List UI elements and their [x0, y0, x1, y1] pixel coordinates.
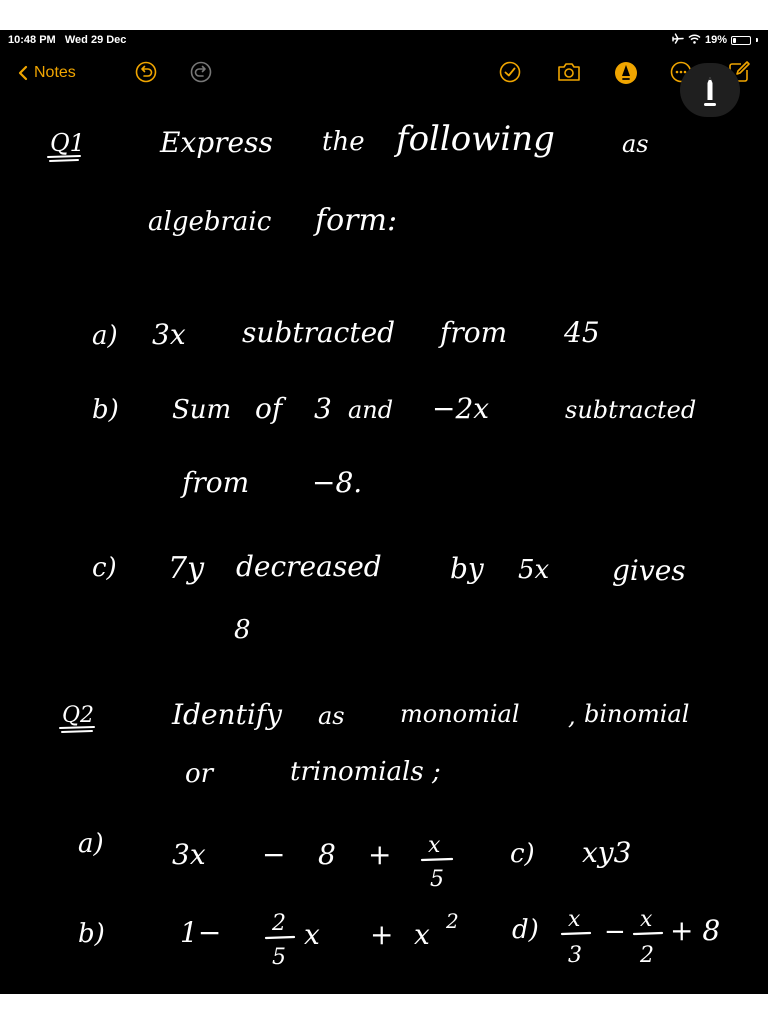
q1-heading-word: algebraic	[148, 207, 272, 237]
chevron-left-icon	[18, 65, 28, 81]
redo-icon	[190, 61, 212, 83]
undo-button[interactable]	[134, 60, 158, 84]
status-time-date	[8, 34, 126, 46]
q1-part-b-word: 3	[314, 392, 332, 425]
q2-part-b-numerator: 2	[272, 911, 286, 936]
q1-part-c-word: decreased	[236, 550, 382, 583]
q1-part-c-word: 8	[234, 615, 251, 645]
q1-part-b-word: and	[348, 396, 394, 424]
q2-heading-word: monomial	[400, 700, 520, 728]
q2-label-group	[60, 703, 94, 732]
q1-part-a	[92, 316, 600, 351]
battery-icon	[731, 36, 751, 45]
wifi-icon	[688, 34, 701, 47]
q2-part-b-term: 1−	[180, 916, 222, 949]
q2-part-a-marker: a)	[78, 829, 104, 859]
checkmark-circle-icon	[499, 61, 521, 83]
q2-part-c	[510, 836, 631, 869]
q2-part-d-fraction-bar	[634, 933, 662, 934]
q1-heading-word: as	[622, 130, 649, 158]
q2-heading-word: as	[318, 702, 345, 730]
q2-part-a	[78, 829, 452, 892]
q2-heading-word: Identify	[172, 698, 282, 731]
q2-heading-word: binomial	[584, 700, 690, 728]
q1-heading-word: following	[396, 119, 555, 159]
q1-part-a-word: 3x	[152, 318, 186, 351]
q1-part-b-word: of	[255, 392, 283, 425]
status-date: Wed 29 Dec	[64, 34, 127, 46]
markup-button[interactable]	[613, 60, 639, 86]
q1-heading-word: Express	[160, 126, 273, 159]
q1-part-b-word: subtracted	[565, 396, 697, 424]
q1-part-c-word: 5x	[518, 555, 550, 585]
back-to-notes-button[interactable]	[18, 61, 76, 85]
battery-percent: 19%	[704, 34, 727, 46]
q2-part-a-fraction-bar	[422, 859, 452, 860]
redo-button[interactable]	[189, 60, 213, 84]
q1-part-c-word: 7y	[168, 551, 205, 586]
q2-part-d-term: −	[604, 917, 626, 947]
q1-heading	[148, 119, 649, 238]
q1-part-b-marker: b)	[92, 395, 119, 425]
battery-nub	[756, 38, 758, 42]
q2-part-b	[78, 909, 459, 970]
q2-part-b-term: x	[304, 918, 320, 951]
q1-part-c-word: by	[450, 552, 484, 585]
q2-part-b-term: +	[370, 918, 394, 951]
q1-part-a-marker: a)	[92, 321, 118, 351]
back-label: Notes	[34, 64, 76, 81]
q1-label-underline	[48, 156, 80, 161]
q1-part-a-word: subtracted	[242, 316, 396, 349]
q1-part-c-word: gives	[612, 554, 686, 587]
q2-part-d-fraction-bar	[562, 933, 590, 934]
q1-label: Q1	[50, 129, 85, 157]
q1-part-b-word: −8.	[312, 466, 363, 499]
q2-part-a-numerator: x	[428, 833, 441, 858]
q1-part-b-word: Sum	[172, 395, 232, 425]
q2-part-d-numerator: x	[640, 907, 653, 932]
q2-label: Q2	[62, 703, 95, 728]
markup-pen-icon	[614, 61, 638, 85]
q2-label-underline	[60, 727, 94, 732]
q2-part-a-term: +	[368, 838, 392, 871]
q2-heading-word: ,	[568, 702, 576, 730]
status-time: 10:48 PM	[8, 34, 56, 46]
q2-heading-word: trinomials ;	[290, 757, 441, 787]
checklist-button[interactable]	[498, 60, 522, 84]
q2-part-a-denominator: 5	[430, 867, 444, 892]
q2-heading	[171, 698, 689, 789]
q2-part-b-fraction-bar	[266, 937, 294, 938]
q1-part-c-marker: c)	[92, 553, 117, 583]
q1-part-c	[92, 550, 686, 645]
q2-part-b-exponent: 2	[446, 909, 459, 933]
camera-button[interactable]	[555, 60, 583, 84]
q2-part-b-marker: b)	[78, 919, 105, 949]
status-bar	[0, 30, 768, 50]
handwritten-note[interactable]	[0, 104, 768, 994]
q1-part-b	[92, 392, 696, 499]
notes-toolbar	[0, 56, 768, 92]
q2-part-b-term: x	[414, 918, 430, 951]
q2-part-d-denominator: 2	[640, 943, 654, 968]
q1-part-b-word: −2x	[432, 392, 490, 425]
q1-label-group	[48, 129, 85, 161]
q2-part-d	[512, 907, 720, 968]
q2-part-a-term: −	[262, 838, 286, 871]
q2-part-d-marker: d)	[512, 915, 539, 945]
q2-part-a-term: 8	[318, 838, 336, 871]
undo-icon	[135, 61, 157, 83]
camera-icon	[556, 61, 582, 83]
q2-heading-word: or	[185, 759, 214, 789]
q2-part-d-numerator: x	[568, 907, 581, 932]
q2-part-c-marker: c)	[510, 839, 535, 869]
q1-part-a-word: 45	[564, 316, 600, 349]
q1-heading-word: form:	[315, 203, 398, 238]
notes-screen	[0, 30, 768, 994]
airplane-icon	[672, 33, 684, 47]
battery-fill	[733, 38, 736, 43]
q1-heading-word: the	[322, 127, 365, 157]
q2-part-c-term: xy3	[582, 836, 632, 869]
q2-part-a-term: 3x	[172, 838, 206, 871]
q2-part-d-term: + 8	[670, 914, 721, 947]
status-indicators	[672, 33, 758, 47]
q2-part-d-denominator: 3	[568, 943, 582, 968]
q1-part-a-word: from	[440, 316, 508, 349]
q2-part-b-denominator: 5	[272, 945, 286, 970]
q1-part-b-word: from	[182, 466, 250, 499]
